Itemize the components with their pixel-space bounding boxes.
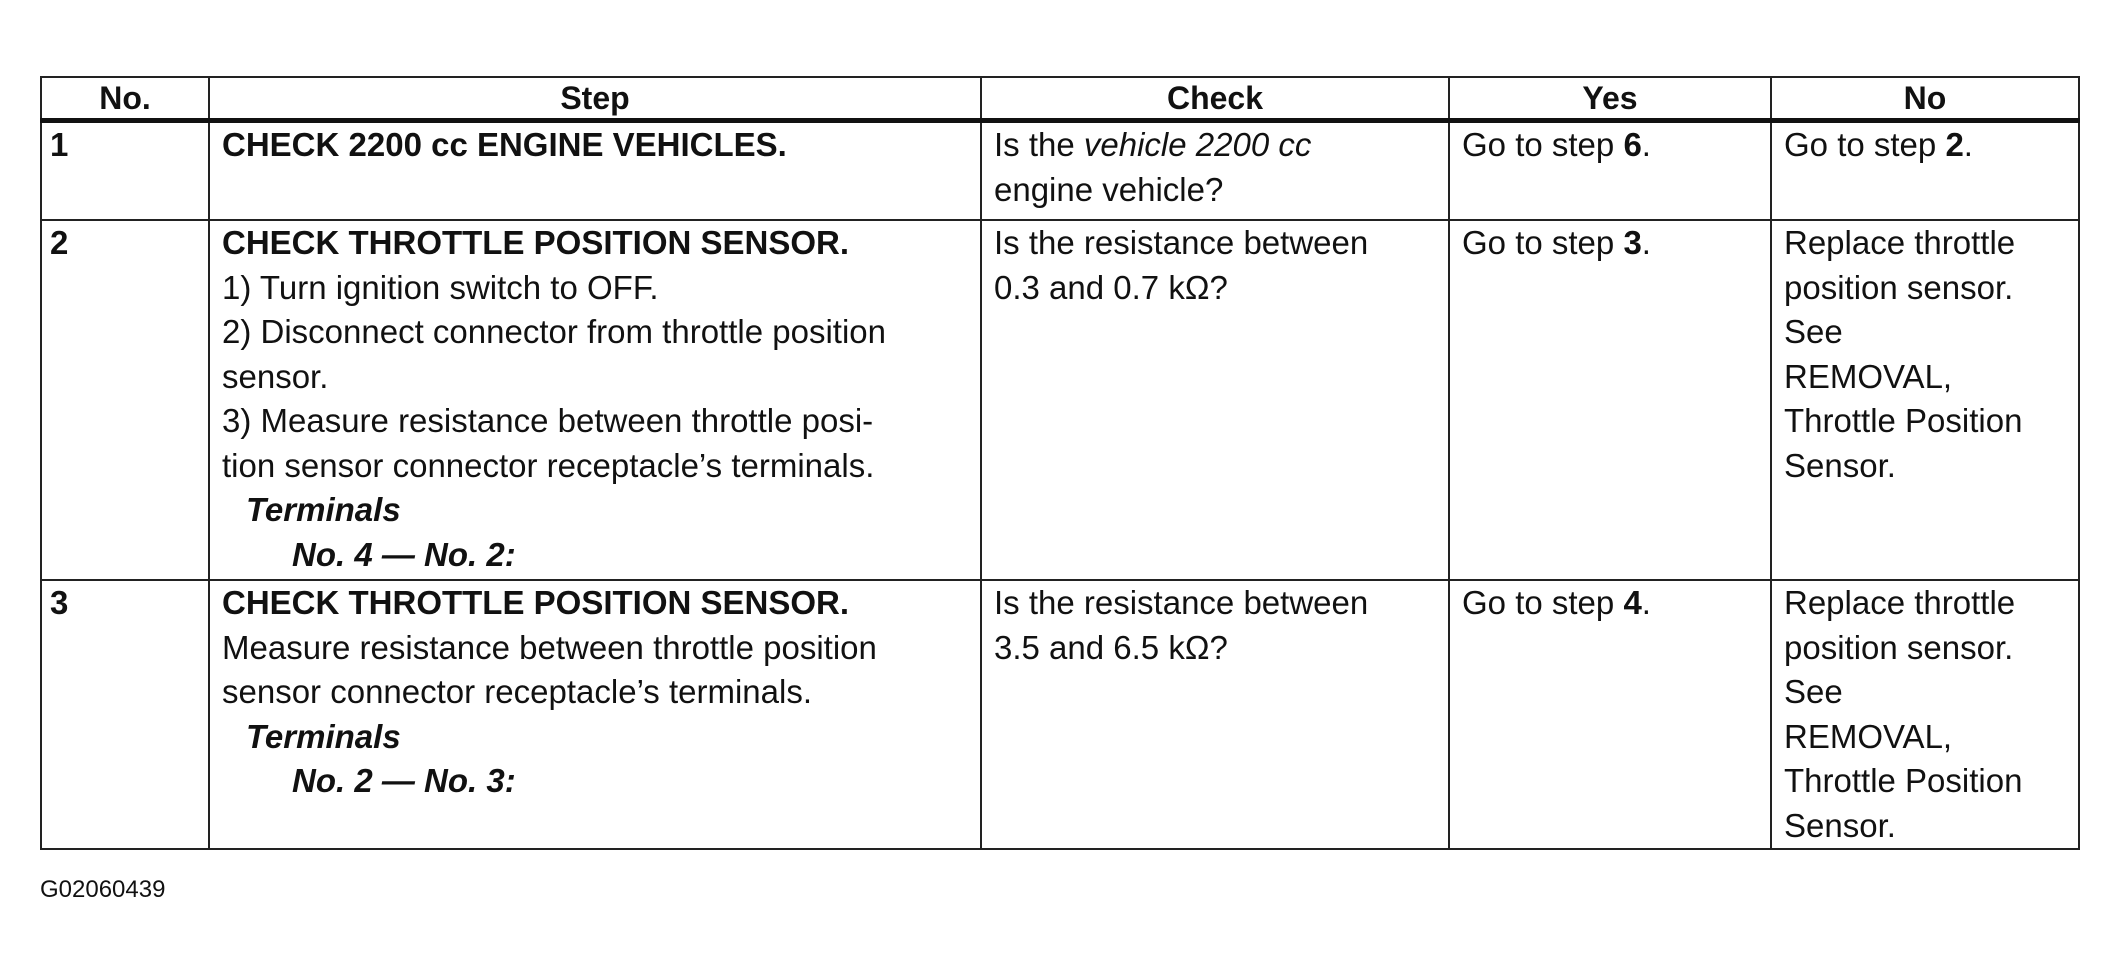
yes-step-number: 6 xyxy=(1623,126,1642,163)
terminals-value: No. 2 — No. 3: xyxy=(292,762,516,799)
step-line: sensor. xyxy=(222,357,329,395)
no-line: See xyxy=(1784,313,1843,350)
header-yes: Yes xyxy=(1449,77,1771,121)
yes-cell: Go to step 4. xyxy=(1449,580,1771,849)
no-line: REMOVAL, xyxy=(1784,357,1953,395)
no-line: Throttle Position xyxy=(1784,402,2023,439)
step-title: CHECK THROTTLE POSITION SENSOR. xyxy=(222,224,850,261)
yes-step-number: 4 xyxy=(1623,584,1642,621)
check-line: 0.3 and 0.7 kΩ? xyxy=(994,268,1228,306)
table-row xyxy=(41,580,2079,849)
no-line: REMOVAL, xyxy=(1784,717,1953,755)
no-cell: Go to step 2. xyxy=(1771,121,2079,221)
yes-cell: Go to step 6. xyxy=(1449,121,1771,221)
step-cell xyxy=(209,220,981,580)
table-row xyxy=(41,220,2079,580)
header-no-result: No xyxy=(1771,77,2079,121)
no-cell xyxy=(1771,580,2079,849)
no-step-number: 2 xyxy=(1945,126,1964,163)
no-line: Sensor. xyxy=(1784,446,1896,484)
check-cell xyxy=(981,220,1449,580)
terminals-label: Terminals xyxy=(246,491,401,528)
check-line: 3.5 and 6.5 kΩ? xyxy=(994,628,1228,666)
table-row xyxy=(41,121,2079,221)
header-check: Check xyxy=(981,77,1449,121)
no-line: See xyxy=(1784,673,1843,710)
header-step: Step xyxy=(209,77,981,121)
check-cell xyxy=(981,121,1449,221)
step-title: CHECK THROTTLE POSITION SENSOR. xyxy=(222,584,850,621)
no-line: Throttle Position xyxy=(1784,762,2023,799)
no-cell xyxy=(1771,220,2079,580)
figure-id: G02060439 xyxy=(40,876,166,903)
check-cell xyxy=(981,580,1449,849)
step-cell xyxy=(209,121,981,221)
step-line: tion sensor connector receptacle’s terminals. xyxy=(222,446,875,484)
step-title: CHECK 2200 cc ENGINE VEHICLES. xyxy=(222,126,787,163)
yes-text: Go to step xyxy=(1462,126,1624,163)
yes-text: Go to step xyxy=(1462,584,1624,621)
step-cell xyxy=(209,580,981,849)
no-text: Go to step xyxy=(1784,126,1946,163)
terminals-value: No. 4 — No. 2: xyxy=(292,535,516,573)
step-number: 2 xyxy=(41,220,209,580)
no-line: Sensor. xyxy=(1784,806,1896,844)
step-number: 3 xyxy=(41,580,209,849)
step-line: 3) Measure resistance between throttle posi- xyxy=(222,402,874,439)
header-no: No. xyxy=(41,77,209,121)
diagnostic-table xyxy=(40,76,2080,850)
no-line: Replace throttle xyxy=(1784,584,2016,621)
step-line: Measure resistance between throttle position xyxy=(222,628,877,666)
step-line: 2) Disconnect connector from throttle position xyxy=(222,313,886,350)
terminals-label: Terminals xyxy=(246,717,401,755)
step-line: sensor connector receptacle’s terminals. xyxy=(222,673,813,710)
table-header-row xyxy=(41,77,2079,121)
check-line: Is the resistance between xyxy=(994,224,1369,261)
step-line: 1) Turn ignition switch to OFF. xyxy=(222,268,659,306)
yes-text: Go to step xyxy=(1462,224,1624,261)
no-line: position sensor. xyxy=(1784,268,2014,306)
no-line: Replace throttle xyxy=(1784,224,2016,261)
check-line: Is the resistance between xyxy=(994,584,1369,621)
yes-cell: Go to step 3. xyxy=(1449,220,1771,580)
yes-step-number: 3 xyxy=(1623,224,1642,261)
step-number: 1 xyxy=(41,121,209,221)
no-line: position sensor. xyxy=(1784,628,2014,666)
check-line: engine vehicle? xyxy=(994,170,1224,208)
check-line: Is the vehicle 2200 cc xyxy=(994,126,1312,163)
